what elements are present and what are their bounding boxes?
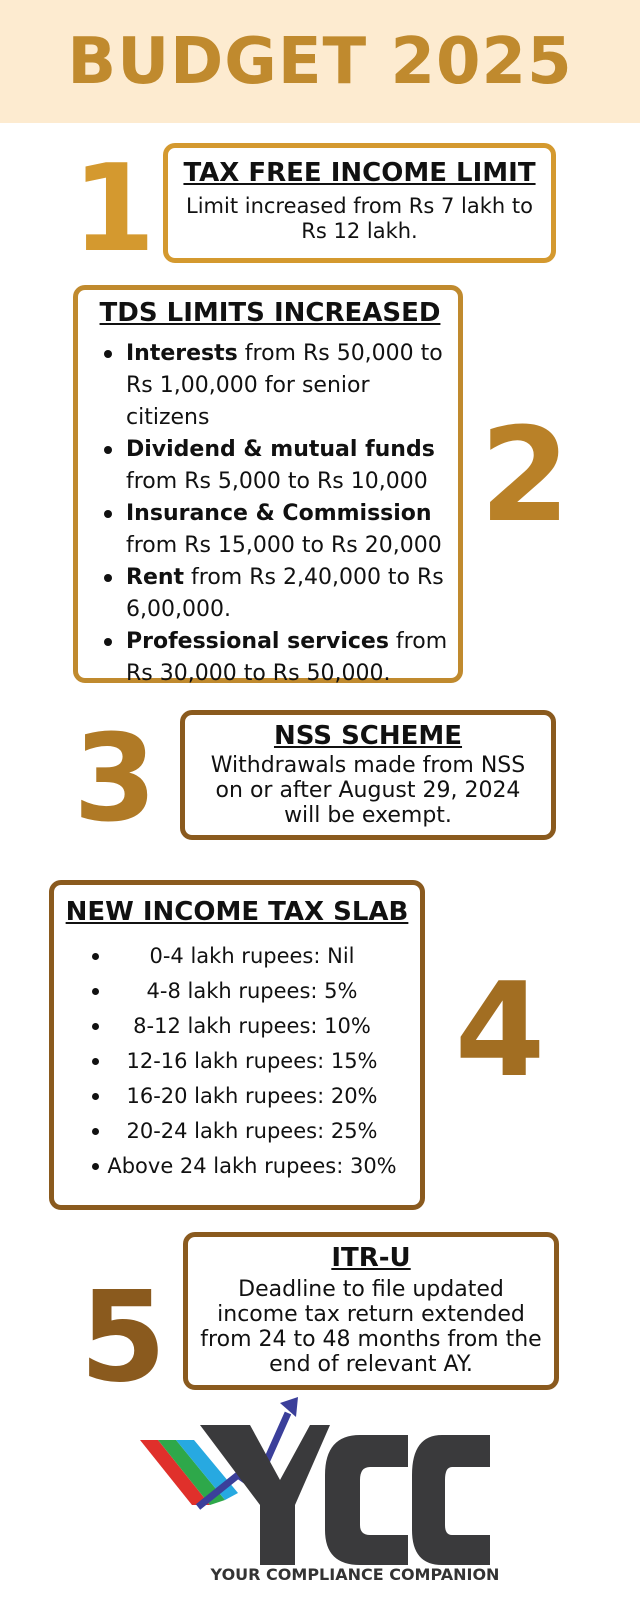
list-item: 12-16 lakh rupees: 15%	[64, 1044, 410, 1079]
section-box-itr-u	[183, 1232, 559, 1390]
header-banner	[0, 0, 640, 123]
section-box-income-tax-slab	[49, 880, 425, 1210]
section-number-3: 3	[73, 710, 157, 849]
list-item: Rent from Rs 2,40,000 to Rs 6,00,000.	[90, 562, 450, 626]
list-item: 8-12 lakh rupees: 10%	[64, 1009, 410, 1044]
page-title: BUDGET 2025	[67, 24, 573, 99]
section-text: Withdrawals made from NSS on or after August 29, 2024 will be exempt.	[210, 753, 526, 828]
list-item: Above 24 lakh rupees: 30%	[64, 1149, 410, 1184]
list-item: Dividend & mutual funds from Rs 5,000 to Rs 10,000	[90, 434, 450, 498]
list-item: Professional services from Rs 30,000 to Rs 50,000.	[90, 626, 450, 690]
list-item: Interests from Rs 50,000 to Rs 1,00,000 for senior citizens	[90, 338, 450, 434]
tds-list	[90, 338, 450, 690]
section-number-2: 2	[479, 399, 571, 551]
section-box-tax-free-income	[163, 143, 556, 263]
list-item: 16-20 lakh rupees: 20%	[64, 1079, 410, 1114]
list-item: 4-8 lakh rupees: 5%	[64, 974, 410, 1009]
list-item: 20-24 lakh rupees: 25%	[64, 1114, 410, 1149]
section-box-nss-scheme	[180, 710, 556, 840]
section-text: Deadline to file updated income tax return extended from 24 to 48 months from the end of relevant AY.	[200, 1277, 542, 1377]
section-text: Limit increased from Rs 7 lakh to Rs 12 lakh.	[186, 194, 533, 243]
section-number-1: 1	[72, 140, 156, 279]
tax-slab-list	[64, 939, 410, 1184]
section-title: NEW INCOME TAX SLAB	[65, 897, 409, 927]
logo-tagline: YOUR COMPLIANCE COMPANION	[210, 1565, 500, 1584]
section-title: ITR-U	[331, 1243, 411, 1273]
section-title: TDS LIMITS INCREASED	[99, 298, 441, 328]
section-number-5: 5	[79, 1265, 167, 1410]
section-box-tds-limits	[73, 285, 463, 686]
list-item: Insurance & Commission from Rs 15,000 to Rs 20,000	[90, 498, 450, 562]
logo-letter-c1	[325, 1435, 408, 1565]
section-title: NSS SCHEME	[273, 721, 463, 751]
logo-letter-c2	[412, 1435, 490, 1565]
list-item: 0-4 lakh rupees: Nil	[64, 939, 410, 974]
section-number-4: 4	[454, 954, 546, 1106]
section-title: TAX FREE INCOME LIMIT	[183, 158, 536, 188]
